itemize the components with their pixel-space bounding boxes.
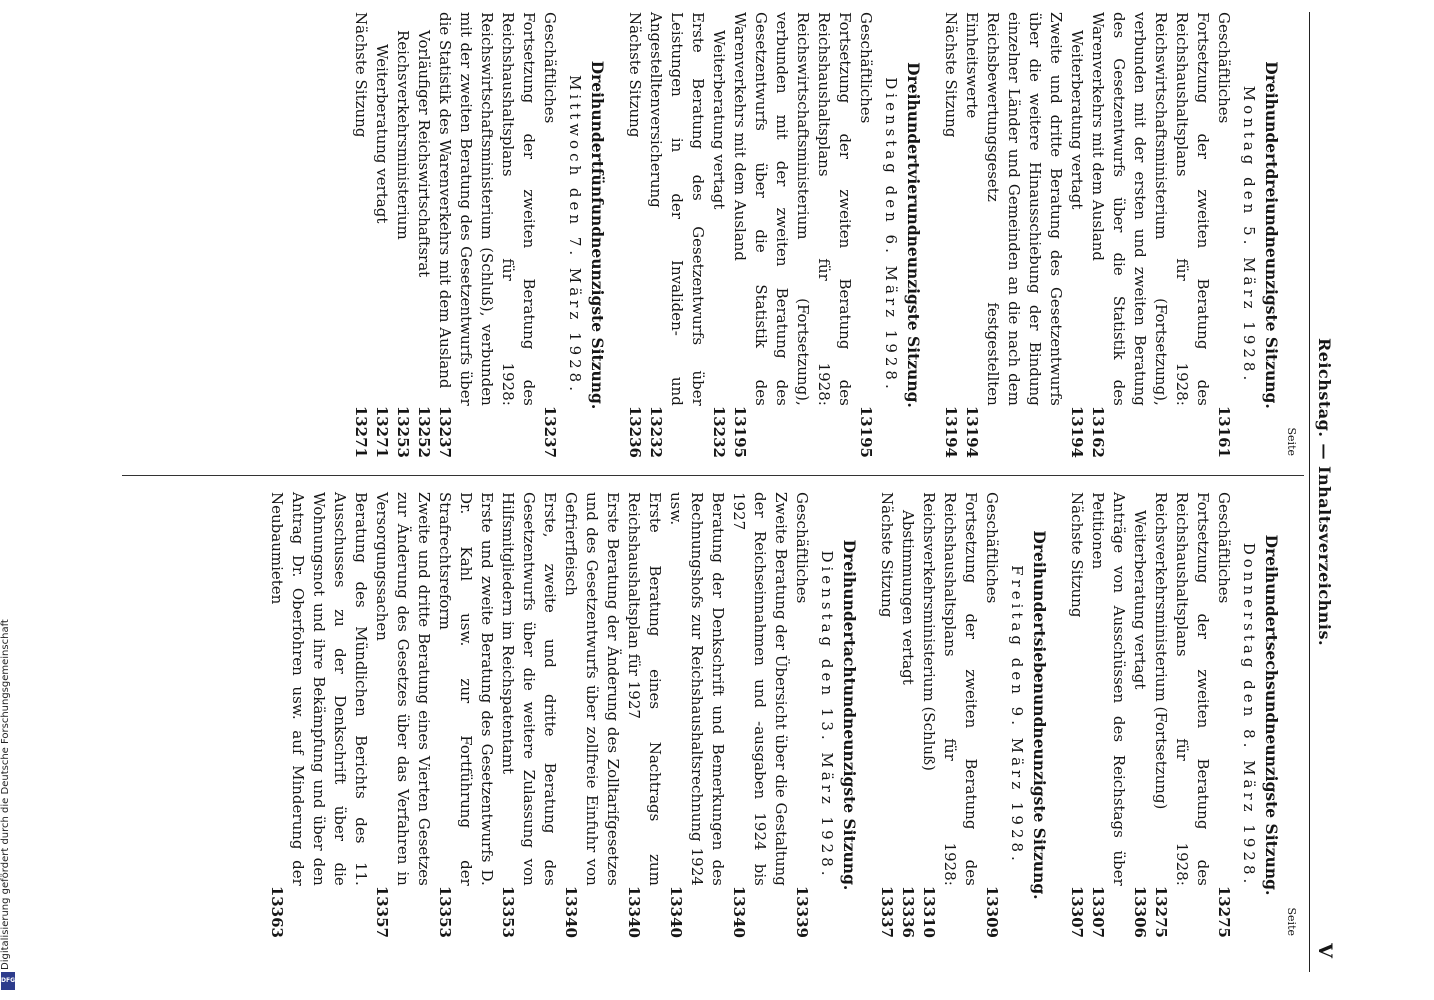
toc-entry <box>1150 492 1213 938</box>
session-heading: Dreihundertsiebenundneunzigste Sitzung. <box>1030 530 1049 900</box>
entry-page: 13340 <box>667 885 685 938</box>
toc-entry <box>665 492 728 938</box>
entry-text: Zweite und dritte Beratung eines Vierten Gesetzes zur Änderung des Gesetzes über das Verfahren in Versorgungssachen <box>373 492 433 886</box>
toc-entry <box>350 12 371 458</box>
toc-entry <box>1087 492 1129 938</box>
page-number: V <box>1314 943 1336 958</box>
entry-page: 13161 <box>1215 405 1233 458</box>
entry-page: 13195 <box>857 405 875 458</box>
entry-text: Nächste Sitzung <box>626 12 644 138</box>
session-heading: Dreihundertsechsundneunzigste Sitzung. <box>1262 534 1281 896</box>
entry-text: Fortsetzung der zweiten Beratung des Reichshaushaltsplans für 1928: Reichsverkehrsministerium (Fortsetzung) <box>1152 492 1212 886</box>
running-head-title: Reichstag. — Inhaltsverzeichnis. <box>1315 337 1334 647</box>
entry-text: Nächste Sitzung <box>1068 492 1086 618</box>
entry-text: Geschäftliches <box>793 492 811 604</box>
entry-text: Geschäftliches <box>983 492 1001 604</box>
entry-page: 13340 <box>562 885 580 938</box>
entry-text: Zweite Beratung der Übersicht über die Gestaltung der Reichseinnahmen und -ausgaben 1924 bis 1927 <box>730 492 790 886</box>
toc-entry <box>961 12 1066 458</box>
toc-entry <box>539 12 560 458</box>
toc-entry <box>1066 12 1087 458</box>
header-rule <box>1309 12 1310 972</box>
session-date: Montag den 5. März 1928. <box>1240 85 1258 385</box>
entry-text: Beratung der Denkschrift und Bemerkungen des Rechnungshofs zur Reichshaushaltsrechnung 1924 usw. <box>667 492 727 886</box>
session-block <box>266 492 859 938</box>
session-date: Dienstag den 6. März 1928. <box>882 77 900 393</box>
entry-text: Erste Beratung der Änderung des Zolltarifgesetzes und des Gesetzentwurfs über zollfreie Einfuhr von Gefrierfleisch <box>562 492 622 886</box>
session-heading: Dreihundertfünfundneunzigste Sitzung. <box>588 60 607 410</box>
session-block <box>940 12 1281 458</box>
entry-text: Erste und zweite Beratung des Gesetzentwurfs D. Dr. Kahl usw. zur Fortführung der Strafrechtsreform <box>436 492 496 886</box>
session-date: Mittwoch den 7. März 1928. <box>566 75 584 395</box>
entry-text: Reichsverkehrsministerium <box>394 30 412 240</box>
entry-page: 13236 <box>626 405 644 458</box>
entry-page: 13340 <box>625 885 643 938</box>
entry-text: Erste Beratung eines Nachtrags zum Reichshaushaltsplan für 1927 <box>625 492 664 886</box>
running-head <box>1312 12 1334 972</box>
toc-entry <box>623 492 665 938</box>
entry-text: Weiterberatung vertagt <box>1131 510 1149 690</box>
entry-page: 13310 <box>920 885 938 938</box>
entry-text: Anträge von Ausschüssen des Reichstags über Petitionen <box>1089 492 1128 886</box>
session-block <box>876 492 1049 938</box>
entry-text: Geschäftliches <box>1215 492 1233 604</box>
entry-text: Abstimmungen vertagt <box>899 510 917 685</box>
entry-page: 13194 <box>942 405 960 458</box>
digitization-text: Digitalisierung gefördert durch die Deutsche Forschungsgemeinschaft <box>0 619 11 970</box>
toc-entry <box>371 492 434 938</box>
toc-entry <box>708 12 729 458</box>
entry-text: Weiterberatung vertagt <box>1068 30 1086 210</box>
toc-entry <box>371 12 392 458</box>
toc-entry <box>1087 12 1213 458</box>
session-heading: Dreihundertvierundneunzigste Sitzung. <box>904 62 923 408</box>
toc-entry <box>266 492 371 938</box>
digitization-note <box>0 0 18 992</box>
entry-page: 13357 <box>373 885 391 938</box>
entry-text: Erste Beratung des Gesetzentwurfs über Leistungen in der Invaliden- und Angestelltenversicherung <box>647 12 707 406</box>
session-date: Freitag den 9. März 1928. <box>1008 565 1026 865</box>
entry-page: 13253 <box>394 405 412 458</box>
entry-text: Fortsetzung der zweiten Beratung des Reichshaushaltsplans für 1928: Reichswirtschaftsministerium (Fortsetzung), verbunden mit der ersten und zweiten Beratung des Gesetzentwurfs über die Statistik des Warenverkehrs mit dem Ausland <box>1089 12 1212 406</box>
seite-label: Seite <box>1285 907 1298 936</box>
toc-entry <box>1213 12 1234 458</box>
entry-page: 13337 <box>878 885 896 938</box>
entry-text: Fortsetzung der zweiten Beratung des Reichshaushaltsplans für 1928: Reichswirtschaftsministerium (Fortsetzung), verbunden mit der zweiten Beratung des Gesetzentwurfs über die Statistik des Warenverkehrs mit dem Ausland <box>731 12 854 406</box>
session-block <box>624 12 923 458</box>
entry-text: Fortsetzung der zweiten Beratung des Reichshaushaltsplans für 1928: Reichsverkehrsministerium (Schluß) <box>920 492 980 886</box>
session-heading: Dreihundertdreiundneunzigste Sitzung. <box>1262 61 1281 409</box>
entry-page: 13252 <box>415 405 433 458</box>
entry-page: 13195 <box>731 405 749 458</box>
entry-page: 13194 <box>963 405 981 458</box>
toc-entry <box>413 12 434 458</box>
entry-text: Zweite und dritte Beratung des Gesetzentwurfs über die weitere Hinausschiebung der Bindung einzelner Länder und Gemeinden an die nach dem Reichsbewertungsgesetz festgestellten Einheitswerte <box>963 12 1065 406</box>
entry-page: 13363 <box>268 885 286 938</box>
entry-text: Geschäftliches <box>1215 12 1233 124</box>
rotated-page <box>112 12 1334 972</box>
entry-text: Nächste Sitzung <box>352 12 370 138</box>
toc-entry <box>645 12 708 458</box>
session-block <box>1066 492 1281 938</box>
entry-page: 13194 <box>1068 405 1086 458</box>
entry-page: 13275 <box>1152 885 1170 938</box>
session-heading: Dreihundertachtundneunzigste Sitzung. <box>840 539 859 891</box>
session-date: Donnerstag den 8. März 1928. <box>1240 542 1258 888</box>
toc-entry <box>940 12 961 458</box>
seite-label: Seite <box>1285 427 1298 456</box>
entry-text: Vorläufiger Reichswirtschaftsrat <box>415 30 433 278</box>
toc-entry <box>729 12 855 458</box>
entry-page: 13237 <box>541 405 559 458</box>
toc-entry <box>897 492 918 938</box>
entry-page: 13237 <box>436 405 454 458</box>
entry-text: Geschäftliches <box>541 12 559 124</box>
toc-entry <box>981 492 1002 938</box>
entry-page: 13271 <box>373 405 391 458</box>
entry-page: 13307 <box>1089 885 1107 938</box>
entry-page: 13336 <box>899 885 917 938</box>
entry-page: 13309 <box>983 885 1001 938</box>
entry-page: 13353 <box>436 885 454 938</box>
entry-text: Fortsetzung der zweiten Beratung des Reichshaushaltsplans für 1928: Reichswirtschaftsministerium (Schluß), verbunden mit der zweiten Beratung des Gesetzentwurfs über die Statistik des Warenverkehrs mit dem Ausland <box>436 12 538 406</box>
toc-entry <box>1213 492 1234 938</box>
toc-entry <box>876 492 897 938</box>
toc-entry <box>624 12 645 458</box>
session-block <box>350 12 607 458</box>
toc-entry <box>434 12 539 458</box>
entry-page: 13339 <box>793 885 811 938</box>
toc-entry <box>497 492 560 938</box>
toc-entry <box>434 492 497 938</box>
toc-entry <box>918 492 981 938</box>
entry-text: Beratung des Mündlichen Berichts des 11. Ausschusses zu der Denkschrift über die Wohnungsnot und ihre Bekämpfung und über den Antrag Dr. Oberfohren usw. auf Minderung der Neubaumieten <box>268 492 370 886</box>
toc-entry <box>728 492 791 938</box>
column-divider <box>122 475 1304 476</box>
toc-entry <box>855 12 876 458</box>
entry-page: 13232 <box>647 405 665 458</box>
entry-text: Nächste Sitzung <box>878 492 896 618</box>
entry-text: Weiterberatung vertagt <box>373 44 391 224</box>
entry-page: 13232 <box>710 405 728 458</box>
entry-page: 13275 <box>1215 885 1233 938</box>
entry-page: 13271 <box>352 405 370 458</box>
toc-entry <box>1066 492 1087 938</box>
entry-text: Geschäftliches <box>857 12 875 124</box>
toc-entry <box>560 492 623 938</box>
toc-entry <box>1129 492 1150 938</box>
entry-page: 13353 <box>499 885 517 938</box>
session-date: Dienstag den 13. März 1928. <box>818 550 836 880</box>
entry-page: 13306 <box>1131 885 1149 938</box>
entry-page: 13162 <box>1089 405 1107 458</box>
entry-page: 13340 <box>730 885 748 938</box>
toc-entry <box>791 492 812 938</box>
toc-entry <box>392 12 413 458</box>
left-column <box>122 12 1298 458</box>
right-column <box>122 492 1298 938</box>
dfg-logo: DFG <box>1 972 15 990</box>
entry-text: Nächste Sitzung <box>942 12 960 138</box>
entry-text: Weiterberatung vertagt <box>710 30 728 210</box>
entry-page: 13307 <box>1068 885 1086 938</box>
entry-text: Erste, zweite und dritte Beratung des Gesetzentwurfs über die weitere Zulassung von Hilfsmitgliedern im Reichspatentamt <box>499 492 559 886</box>
